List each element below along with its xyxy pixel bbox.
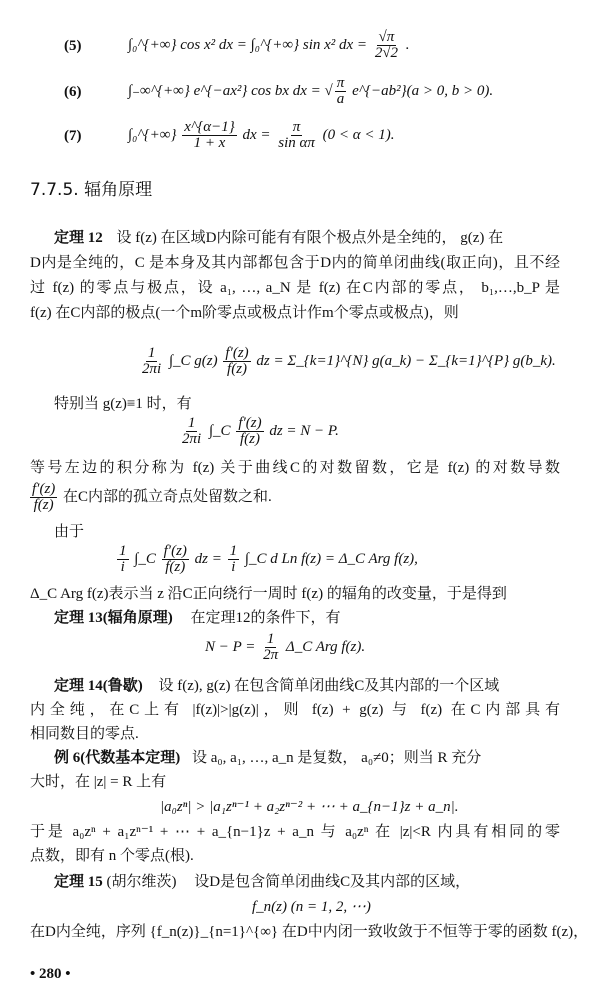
fraction — [162, 544, 189, 575]
theorem14-line-3: 相同数目的零点. — [30, 726, 139, 742]
example6-line-2: 大时，在 |z| = R 上有 — [30, 774, 167, 790]
example6-formula: |a₀zⁿ| > |a₁zⁿ⁻¹ + a₂zⁿ⁻² + ⋯ + a_{n−1}z + a_n|. — [160, 799, 459, 815]
theorem-label: 定理 14(鲁歇) — [54, 678, 143, 694]
integral: ∫_C — [208, 422, 231, 439]
since-explain: Δ_C Arg f(z)表示当 z 沿C正向绕行一周时 f(z) 的辐角的改变量，于是得到 — [30, 586, 507, 602]
formula-5-lhs: ∫₀^{+∞} cos x² dx = ∫₀^{+∞} sin x² dx = — [128, 36, 368, 53]
integral: ∫_C g(z) — [168, 352, 218, 369]
text: 设 a₀, a₁, …, a_n 是复数， a₀≠0；则当 R 充分 — [192, 750, 482, 766]
numerator: x^{α−1} — [184, 119, 235, 135]
rest: dz = N − P. — [269, 422, 339, 439]
theorem15-formula: f_n(z) (n = 1, 2, ⋯) — [252, 899, 371, 915]
section-heading — [30, 180, 152, 200]
log-residue-line-1: 等号左边的积分称为 f(z) 关于曲线C的对数留数，它是 f(z) 的对数导数 — [30, 460, 560, 476]
fraction — [223, 346, 250, 377]
example6-line-1 — [54, 748, 481, 768]
fraction — [182, 120, 236, 151]
denominator: 2πi — [142, 361, 162, 377]
rest: dz = Σ_{k=1}^{N} g(a_k) − Σ_{k=1}^{P} g(b_k). — [256, 352, 556, 369]
formula-label: (6) — [64, 84, 82, 100]
numerator: 1 — [229, 543, 238, 559]
denominator: 2√2 — [374, 45, 399, 61]
mid: dx = — [242, 126, 271, 143]
fraction — [261, 632, 280, 663]
theorem14-line-2: 内全纯，在C上有 |f(z)|>|g(z)|，则 f(z) + g(z) 与 f(z) 在C内部具有 — [30, 702, 560, 718]
theorem-name: (胡尔维茨) — [106, 874, 177, 890]
numerator: f′(z) — [32, 481, 56, 497]
example6-after-2: 点数，即有 n 个零点(根). — [30, 848, 194, 864]
denominator: f(z) — [227, 361, 248, 377]
formula-label: (5) — [64, 38, 82, 54]
theorem13 — [54, 608, 341, 628]
theorem14-line-1 — [54, 676, 499, 696]
numerator: f′(z) — [238, 415, 262, 431]
numerator: f′(z) — [163, 543, 187, 559]
lhs: N − P = — [205, 638, 256, 655]
special-case-text: 特别当 g(z)≡1 时，有 — [54, 396, 192, 412]
special-case-formula — [178, 416, 339, 447]
numerator: 1 — [187, 415, 196, 431]
formula-6 — [128, 76, 493, 107]
formula-7 — [128, 120, 395, 151]
numerator: 1 — [119, 543, 127, 559]
integral: ∫_C — [134, 550, 156, 567]
example-label: 例 6(代数基本定理) — [54, 750, 181, 766]
denominator: sin απ — [278, 135, 315, 151]
theorem-label: 定理 12 — [54, 230, 103, 246]
numerator: f′(z) — [225, 345, 249, 361]
denominator: 1 + x — [193, 135, 226, 151]
since-formula — [115, 544, 418, 575]
text: 设 f(z), g(z) 在包含简单闭曲线C及其内部的一个区域 — [158, 678, 500, 694]
tail: (0 < α < 1). — [322, 126, 395, 143]
section-title: 辐角原理 — [84, 180, 153, 200]
denominator: f(z) — [239, 431, 260, 447]
theorem13-formula — [205, 632, 365, 663]
denominator: 2π — [263, 647, 279, 663]
tail: e^{−ab²}(a > 0, b > 0). — [352, 82, 494, 99]
formula-6-lhs: ∫₋∞^{+∞} e^{−ax²} cos bx dx = √ — [128, 82, 333, 99]
theorem15-line-1 — [54, 872, 470, 892]
theorem-label: 定理 15 — [54, 874, 103, 890]
fraction — [335, 76, 347, 107]
text: 在C内部的孤立奇点处留数之和. — [63, 488, 272, 505]
theorem15-last: 在D内全纯，序列 {f_n(z)}_{n=1}^{∞} 在D中内闭一致收敛于不恒等于零的函数 f(z)， — [30, 924, 589, 940]
fraction — [117, 544, 129, 575]
rest: Δ_C Arg f(z). — [285, 638, 366, 655]
formula-label: (7) — [64, 128, 82, 144]
theorem12-line-1 — [54, 228, 503, 248]
numerator: 1 — [266, 631, 275, 647]
integral: ∫₀^{+∞} — [128, 126, 177, 143]
formula-5 — [128, 30, 410, 61]
text: 在定理12的条件下，有 — [190, 610, 341, 626]
fraction — [140, 346, 163, 377]
fraction — [276, 120, 317, 151]
theorem12-line-3: 过 f(z) 的零点与极点，设 a₁, …, a_N 是 f(z) 在C内部的零点， b₁,…,b_P 是 — [30, 280, 560, 296]
rest: ∫_C d Ln f(z) = Δ_C Arg f(z), — [244, 550, 418, 567]
denominator: i — [231, 559, 236, 575]
text: 设 f(z) 在区域D内除可能有有限个极点外是全纯的， g(z) 在 — [116, 230, 504, 246]
page-number: • 280 • — [30, 966, 71, 982]
section-number: 7.7.5. — [30, 180, 79, 200]
mid: dz = — [194, 550, 222, 567]
fraction — [180, 416, 203, 447]
fraction — [30, 482, 57, 513]
fraction — [373, 30, 400, 61]
denominator: f(z) — [165, 559, 186, 575]
denominator: a — [336, 91, 345, 107]
since-text: 由于 — [54, 524, 85, 540]
text: 设D是包含简单闭曲线C及其内部的区域， — [194, 874, 471, 890]
numerator: 1 — [147, 345, 156, 361]
log-residue-line-2 — [28, 482, 272, 513]
fraction — [228, 544, 240, 575]
numerator: π — [292, 119, 301, 135]
theorem-label: 定理 13(辐角原理) — [54, 610, 173, 626]
numerator: π — [336, 75, 345, 91]
denominator: f(z) — [33, 497, 54, 513]
numerator: √π — [378, 29, 395, 45]
theorem12-formula — [138, 346, 556, 377]
theorem12-line-2: D内是全纯的，C 是本身及其内部都包含于D内的简单闭曲线(取正向)，且不经 — [30, 255, 560, 271]
example6-after-1: 于是 a₀zⁿ + a₁zⁿ⁻¹ + ⋯ + a_{n−1}z + a_n 与 a₀zⁿ 在 |z|<R 内具有相同的零 — [30, 824, 560, 840]
theorem12-line-4: f(z) 在C内部的极点(一个m阶零点或极点计作m个零点或极点)，则 — [30, 305, 459, 321]
fraction — [236, 416, 263, 447]
denominator: 2πi — [182, 431, 202, 447]
denominator: i — [120, 559, 125, 575]
tail: . — [405, 36, 410, 53]
